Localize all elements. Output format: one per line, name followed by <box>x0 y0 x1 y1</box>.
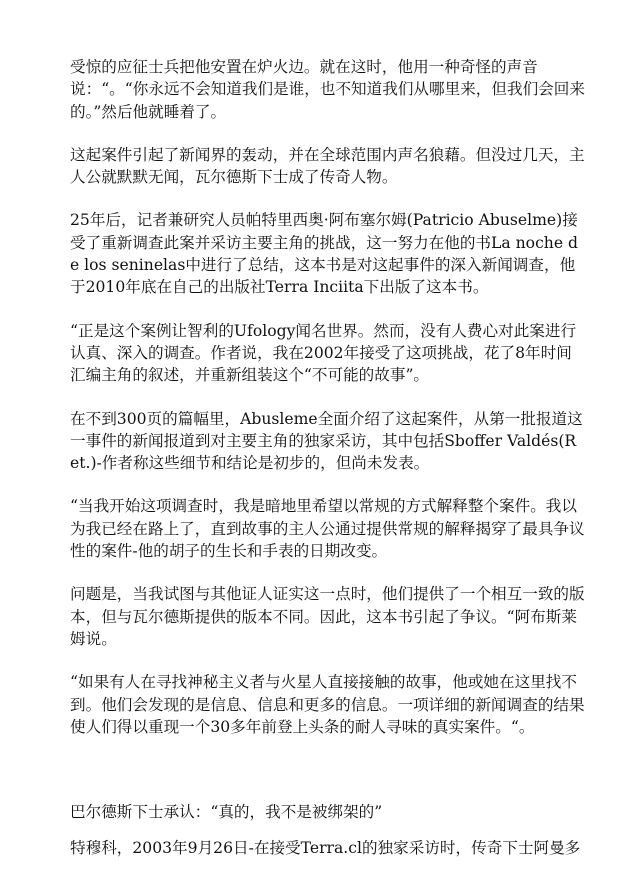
paragraph-4: “正是这个案例让智利的Ufology闻名世界。然而，没有人费心对此案进行认真、深入的调查。作者说，我在2002年接受了这项挑战，花了8年时间汇编主角的叙述，并重新组装这个“不可能的故事”。 <box>70 321 577 385</box>
paragraph-8: “如果有人在寻找神秘主义者与火星人直接接触的故事，他或她在这里找不到。他们会发现的是信息、信息和更多的信息。一项详细的新闻调查的结果使人们得以重现一个30多年前登上头条的耐人寻味的真实案件。“。 <box>70 673 585 736</box>
document-page <box>70 56 585 881</box>
paragraph-1: 受惊的应征士兵把他安置在炉火边。就在这时，他用一种奇怪的声音说：“。“你永远不会知道我们是谁，也不知道我们从哪里来，但我们会回来的。”然后他就睡着了。 <box>70 58 585 121</box>
section-spacer <box>70 759 585 801</box>
paragraph-6: “当我开始这项调查时，我是暗地里希望以常规的方式解释整个案件。我以为我已经在路上了，直到故事的主人公通过提供常规的解释揭穿了最具争议性的案件-他的胡子的生长和手表的日期改变。 <box>70 497 585 561</box>
paragraph-3: 25年后，记者兼研究人员帕特里西奥·阿布塞尔姆(Patricio Abuselme)接受了重新调查此案并采访主要主角的挑战，这一努力在他的书La noche de los seninelas中进行了总结，这本书是对这起事件的深入新闻调查，他于2010年底在自己的出版社Terra Inciita下出版了这本书。 <box>70 211 579 297</box>
paragraph-7: 问题是，当我试图与其他证人证实这一点时，他们提供了一个相互一致的版本，但与瓦尔德斯提供的版本不同。因此，这本书引起了争议。“阿布斯莱姆说。 <box>70 585 585 648</box>
paragraph-9: 特穆科，2003年9月26日-在接受Terra.cl的独家采访时，传奇下士阿曼多 <box>70 839 581 858</box>
paragraph-5: 在不到300页的篇幅里，Abusleme全面介绍了这起案件，从第一批报道这一事件的新闻报道到对主要主角的独家采访，其中包括Sboffer Valdés(Ret.)-作者称这些细节和结论是初步的，但尚未发表。 <box>70 409 583 473</box>
section-heading: 巴尔德斯下士承认：“真的，我不是被绑架的” <box>70 803 383 822</box>
paragraph-2: 这起案件引起了新闻界的轰动，并在全球范围内声名狼藉。但没过几天，主人公就默默无闻，瓦尔德斯下士成了传奇人物。 <box>70 145 585 187</box>
